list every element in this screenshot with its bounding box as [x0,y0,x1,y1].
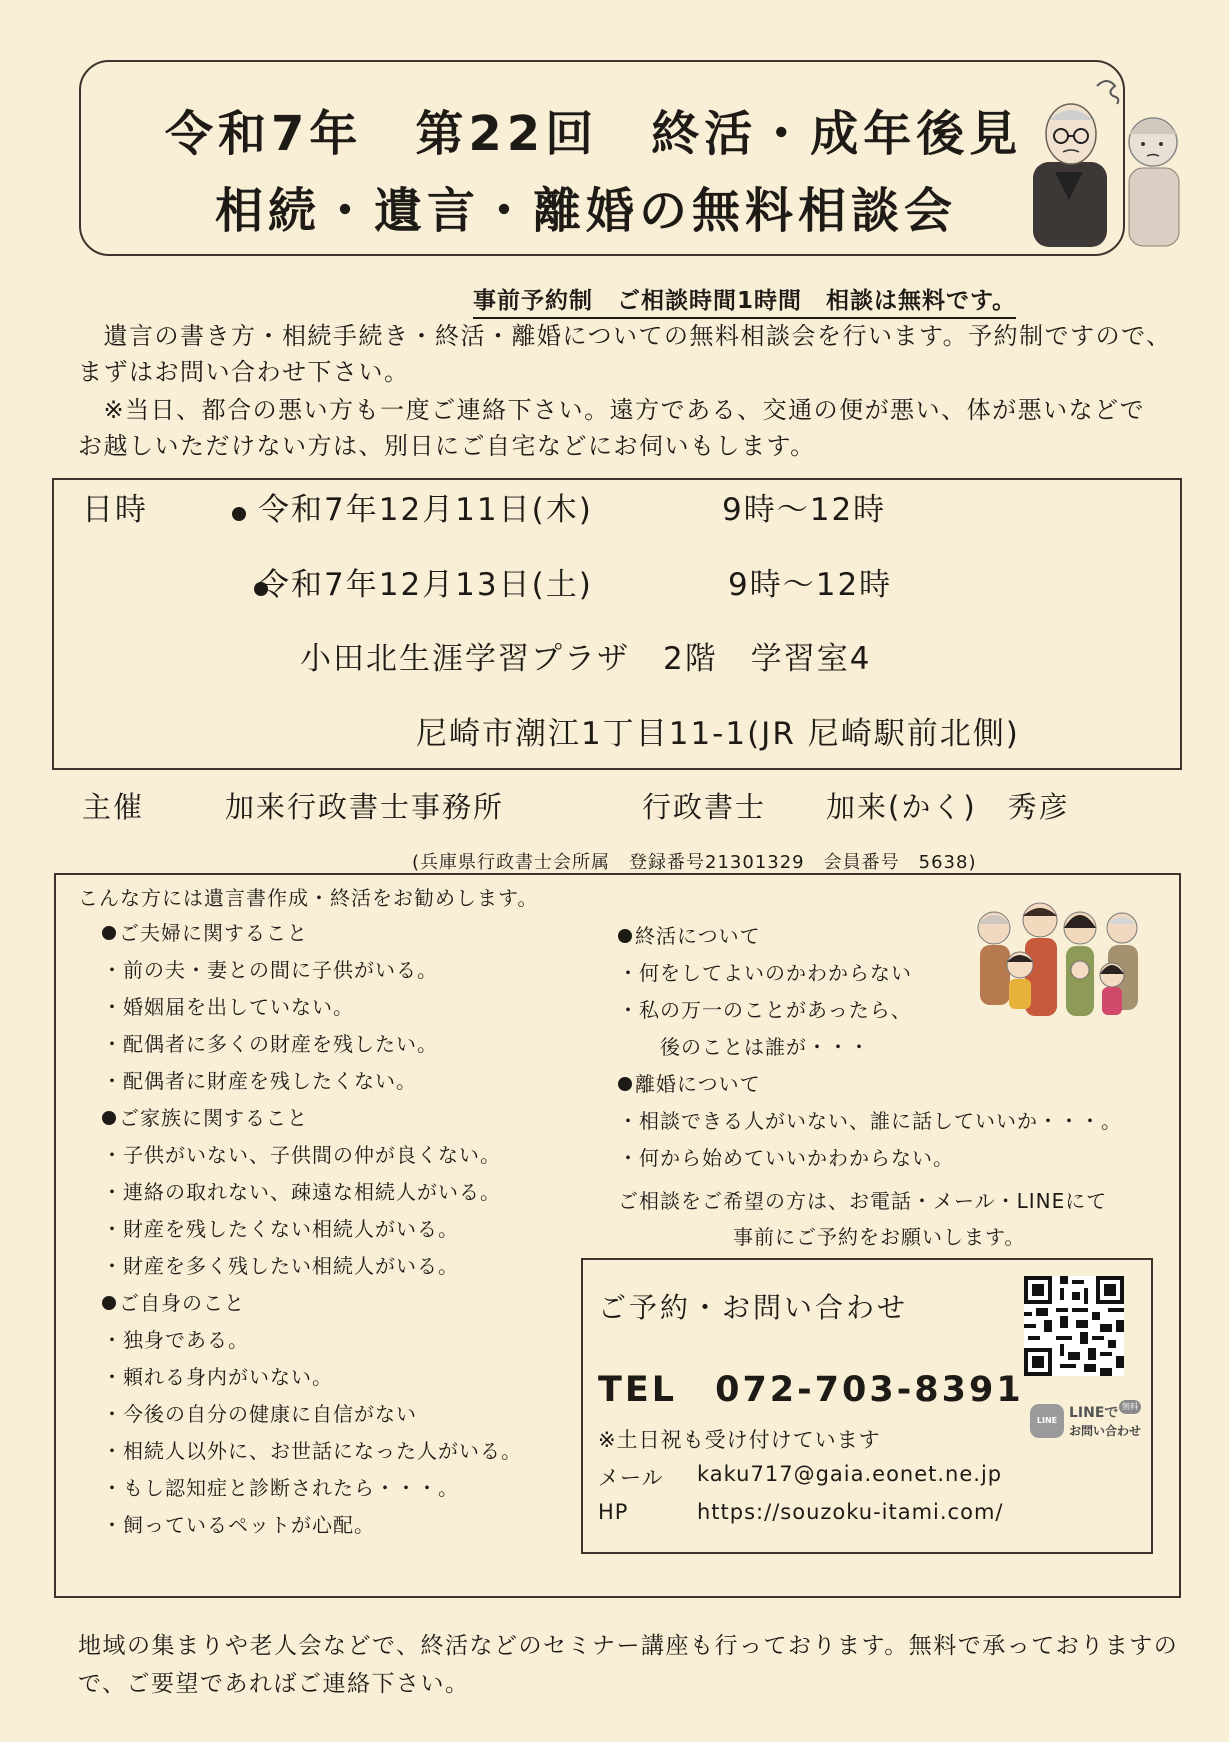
line-text-1: LINEで [1069,1405,1119,1421]
footer-line-2: で、ご要望であればご連絡下さい。 [78,1671,470,1697]
request-line-1: ご相談をご希望の方は、お電話・メール・LINEにて [618,1189,1108,1213]
elderly-couple-illustration [1025,72,1195,247]
organizer-label: 主催 [82,790,145,824]
bullet-icon [102,1296,116,1310]
organizer-title: 行政書士 [642,790,767,824]
reservation-note: 事前予約制 ご相談時間1時間 相談は無料です。 [473,282,1016,319]
list-item: ・もし認知症と診断されたら・・・。 [102,1476,459,1500]
title-line-1: 令和7年 第22回 終活・成年後見 [165,106,1023,162]
footer-line-1: 地域の集まりや老人会などで、終活などのセミナー講座も行っております。無料で承っておりますの [78,1633,1179,1659]
line-free-badge: 無料 [1119,1400,1141,1414]
list-item: ・相談できる人がいない、誰に話していいか・・・。 [618,1109,1122,1133]
list-heading: 終活について [618,920,1122,957]
recommend-left-list [102,917,522,1546]
bullet-icon [232,507,246,521]
recommend-intro: こんな方には遺言書作成・終活をお勧めします。 [78,886,539,910]
line-logo-icon: LINE [1030,1404,1064,1438]
bullet-icon [102,926,116,940]
contact-title: ご予約・お問い合わせ [598,1291,909,1324]
list-item: ・配偶者に多くの財産を残したい。 [102,1032,438,1056]
list-heading: 離婚について [618,1068,1122,1105]
organizer-registration: (兵庫県行政書士会所属 登録番号21301329 会員番号 5638) [412,852,977,873]
intro-line-2: まずはお問い合わせ下さい。 [78,358,410,386]
list-item: ・頼れる身内がいない。 [102,1365,333,1389]
bullet-icon [618,1077,632,1091]
schedule-venue: 小田北生涯学習プラザ 2階 学習室4 [300,641,872,677]
schedule-date-2: 令和7年12月13日(土) [258,567,593,603]
schedule-date-1: 令和7年12月11日(木) [258,492,593,528]
list-item: ・財産を多く残したい相続人がいる。 [102,1254,459,1278]
qr-code-icon[interactable] [1024,1276,1124,1376]
list-item: ・何をしてよいのかわからない [618,961,912,985]
contact-weekend-note: ※土日祝も受け付けています [598,1428,881,1452]
contact-tel[interactable]: TEL 072-703-8391 [598,1370,1024,1410]
list-item: ・何から始めていいかわからない。 [618,1146,954,1170]
family-illustration [972,890,1147,1025]
list-item: ・私の万一のことがあったら、 [618,998,912,1022]
contact-mail[interactable]: kaku717@gaia.eonet.ne.jp [697,1462,1003,1486]
contact-mail-label: メール [598,1466,664,1490]
intro-line-1: 遺言の書き方・相続手続き・終活・離婚についての無料相談会を行います。予約制ですので、 [78,322,1172,350]
list-item: ・今後の自分の健康に自信がない [102,1402,417,1426]
intro-line-4: お越しいただけない方は、別日にご自宅などにお伺いもします。 [78,432,816,460]
list-item: 後のことは誰が・・・ [618,1035,870,1059]
list-heading: ご家族に関すること [102,1102,522,1139]
list-item: ・独身である。 [102,1328,249,1352]
list-item: ・配偶者に財産を残したくない。 [102,1069,417,1093]
line-contact-badge[interactable] [1030,1400,1150,1446]
schedule-label: 日時 [82,492,148,528]
request-line-2: 事前にご予約をお願いします。 [733,1225,1026,1249]
list-item: ・婚姻届を出していない。 [102,995,354,1019]
organizer-office: 加来行政書士事務所 [225,790,505,824]
list-item: ・飼っているペットが心配。 [102,1513,375,1537]
bullet-icon [618,929,632,943]
list-heading: ご自身のこと [102,1287,522,1324]
schedule-time-2: 9時～12時 [728,567,893,603]
line-text-2: お問い合わせ [1069,1424,1142,1438]
organizer-name: 加来(かく) 秀彦 [826,790,1070,824]
list-heading: ご夫婦に関すること [102,917,522,954]
schedule-time-1: 9時～12時 [722,492,887,528]
title-line-2: 相続・遺言・離婚の無料相談会 [215,183,958,239]
schedule-address: 尼崎市潮江1丁目11-1(JR 尼崎駅前北側) [416,716,1020,752]
bullet-icon [102,1111,116,1125]
intro-line-3: ※当日、都合の悪い方も一度ご連絡下さい。遠方である、交通の便が悪い、体が悪いなどで [78,396,1146,424]
list-item: ・子供がいない、子供間の仲が良くない。 [102,1143,501,1167]
list-item: ・相続人以外に、お世話になった人がいる。 [102,1439,522,1463]
list-item: ・財産を残したくない相続人がいる。 [102,1217,459,1241]
list-item: ・前の夫・妻との間に子供がいる。 [102,958,438,982]
contact-hp-label: HP [598,1500,629,1524]
list-item: ・連絡の取れない、疎遠な相続人がいる。 [102,1180,501,1204]
contact-hp[interactable]: https://souzoku-itami.com/ [697,1500,1004,1524]
